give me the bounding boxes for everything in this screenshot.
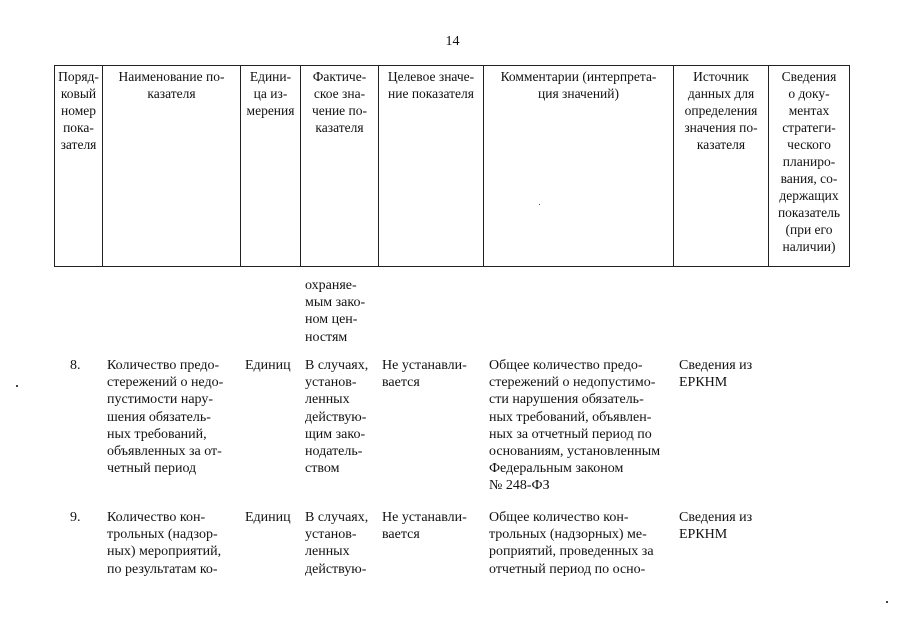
row-target: Не устанавли- вается xyxy=(382,510,467,543)
scan-speck xyxy=(16,385,18,387)
row-actual: В случаях, установ- ленных действую- щим зако- нодатель- ством xyxy=(305,358,369,477)
row-comment: Общее количество предо- стережений о недопустимо- сти нарушения обязатель- ных требований, объявлен- ных за отчетный период по основаниям, установленным Федеральным законом № 248-ФЗ xyxy=(489,358,661,494)
row-comment: Общее количество кон- трольных (надзорных) ме- роприятий, проведенных за отчетный период по осно- xyxy=(489,510,654,577)
header-cell-target: Целевое значе- ние показателя xyxy=(379,66,484,267)
row-source: Сведения из ЕРКНМ xyxy=(679,510,753,543)
scan-speck xyxy=(539,204,540,205)
page-number: 14 xyxy=(445,34,460,49)
indicator-table-header xyxy=(54,65,850,267)
row-name: Количество предо- стережений о недо- пустимости нару- шения обязатель- ных требований, объявленных за от- четный период xyxy=(107,358,224,477)
header-cell-unit: Едини- ца из- мерения xyxy=(241,66,301,267)
header-cell-comment: Комментарии (интерпрета- ция значений) xyxy=(484,66,674,267)
header-cell-actual: Фактиче- ское зна- чение по- казателя xyxy=(301,66,379,267)
header-cell-name: Наименование по- казателя xyxy=(103,66,241,267)
header-cell-number: Поряд- ковый номер пока- зателя xyxy=(55,66,103,267)
row-number: 8. xyxy=(70,358,81,373)
row-number: 9. xyxy=(70,510,81,525)
row-target: Не устанавли- вается xyxy=(382,358,467,391)
header-cell-documents: Сведения о доку- ментах стратеги- ческого планиро- вания, со- держащих показатель (при его наличии) xyxy=(769,66,850,267)
row-source: Сведения из ЕРКНМ xyxy=(679,358,753,391)
continuation-text: охраняе- мым зако- ном цен- ностям xyxy=(305,278,366,345)
row-actual: В случаях, установ- ленных действую- xyxy=(305,510,369,577)
row-name: Количество кон- трольных (надзор- ных) мероприятий, по результатам ко- xyxy=(107,510,222,577)
row-unit: Единиц xyxy=(245,510,291,525)
row-unit: Единиц xyxy=(245,358,291,373)
header-cell-source: Источник данных для определения значения по- казателя xyxy=(674,66,769,267)
scan-speck xyxy=(886,601,888,603)
